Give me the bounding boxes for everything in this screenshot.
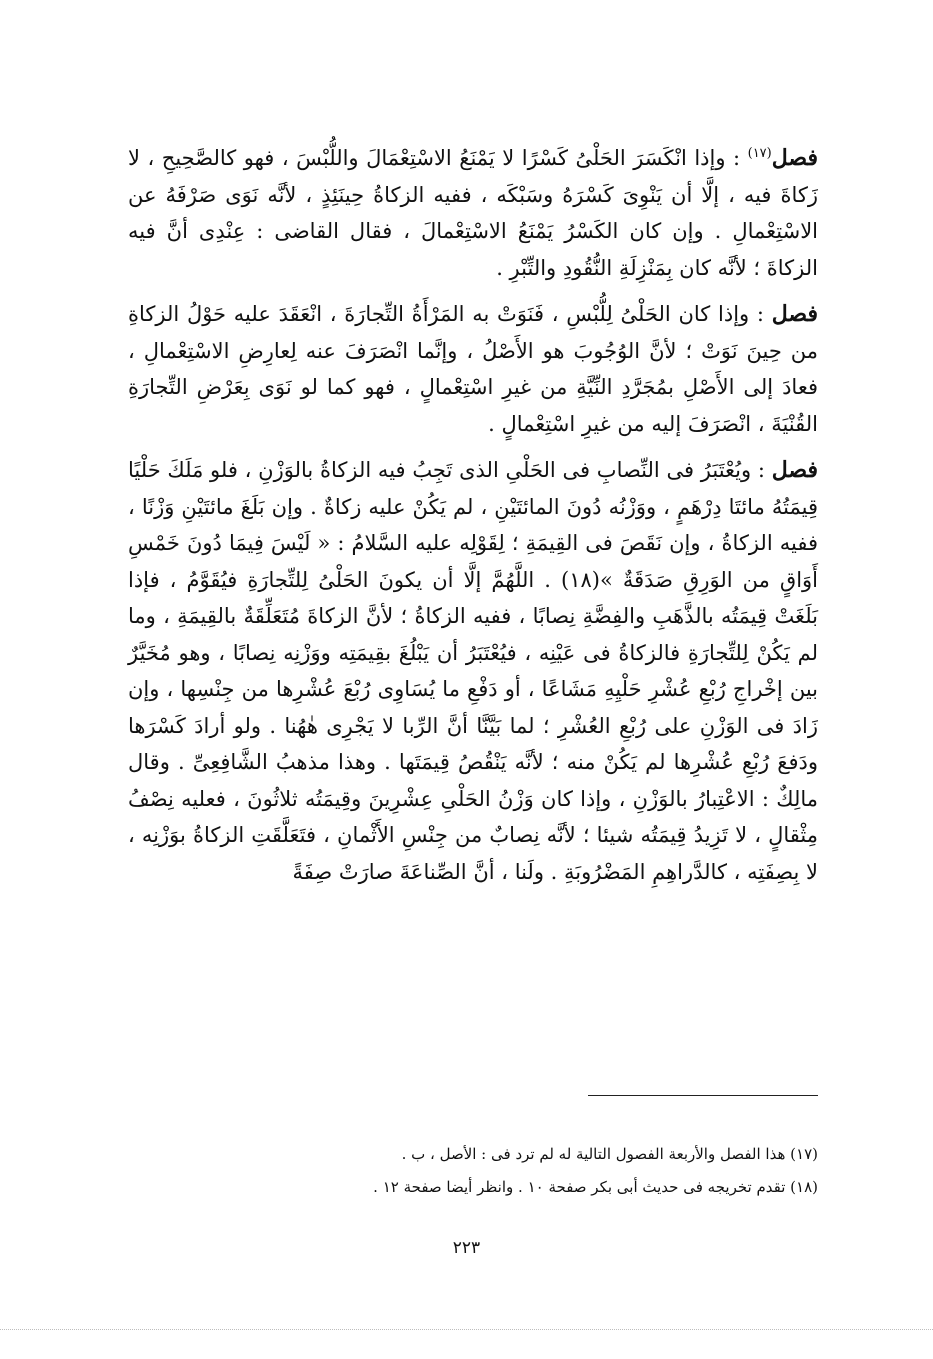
section-heading: فصل: [771, 457, 818, 483]
footnote-17: (١٧) هذا الفصل والأربعة الفصول التالية له لم ترد فى : الأصل ، ب .: [401, 1145, 818, 1163]
main-text: [128, 140, 818, 900]
section-2: [128, 296, 818, 442]
footnote-reference: (١٧): [747, 146, 772, 161]
scan-edge-line: [0, 1329, 933, 1330]
footnotes: [128, 1138, 818, 1204]
page-number: ٢٢٣: [452, 1238, 481, 1258]
footnote-18: (١٨) تقدم تخريجه فى حديث أبى بكر صفحة ١٠ . وانظر أيضا صفحة ١٢ .: [373, 1178, 818, 1196]
section-text: : ويُعْتَبَرُ فى النِّصابِ فى الحَلْىِ الذى تَجِبُ فيه الزكاةُ بالوَزْنِ ، فلو مَلَكَ حَلْيًا قِيمَتُهُ مائتَا دِرْهَمٍ ، ووَزْنُه دُونَ المائتَيْنِ ، لم يَكُنْ عليه زكاةٌ . وإن بَلَغَ مائتَيْنِ وَزْنًا ، ففيه الزكاةُ ، وإن نَقَصَ فى القِيمَةِ ؛ لِقَوْلِه عليه السَّلامُ : « لَيْسَ فِيمَا دُونَ خَمْسِ أَوَاقٍ من الوَرِقِ صَدَقَةٌ »(١٨) . اللَّهُمَّ إلَّا أن يكونَ الحَلْىُ لِلتِّجارَةِ فيُقَوَّمُ ، فإذا بَلَغَتْ قِيمَتُه بالذَّهَبِ والفِضَّةِ نِصابًا ، ففيه الزكاةُ ؛ لأنَّ الزكاةَ مُتَعَلِّقَةٌ بالقِيمَةِ ، وما لم يَكُنْ لِلتِّجارَةِ فالزكاةُ فى عَيْنِه ، فيُعْتَبَرُ أن يَبْلُغَ بقِيمَتِه ووَزْنِه نِصابًا ، وهو مُخَيَّرٌ بين إخْراجِ رُبْعِ عُشْرِ حَلْيِهِ مَشَاعًا ، أو دَفْعِ ما يُسَاوِى رُبْعَ عُشْرِها من جِنْسِها ، وإن زَادَ فى الوَزْنِ على رُبْعِ العُشْرِ ؛ لما بَيَّنَّا أنَّ الرِّبا لا يَجْرِى هٰهُنا . ولو أرادَ كَسْرَها ودَفعَ رُبْعِ عُشْرِها لم يَكُنْ منه ؛ لأنَّه يَنْقُصُ قِيمَتَها . وهذا مذهبُ الشَّافِعِىِّ . وقال مالِكٌ : الاعْتِبارُ بالوَزْنِ ، وإذا كان وَزْنُ الحَلْىِ عِشْرِينَ وقِيمَتُه ثلاثُونَ ، فعليه نِصْفُ مِثْقالٍ ، لا تَزِيدُ قِيمَتُه شيئا ؛ لأنَّه نِصابٌ من جِنْسِ الأَثْمانِ ، فتَعَلَّقَتِ الزكاةُ بوَزْنِه ، لا بِصِفَتِه ، كالدَّراهِمِ المَضْرُوبَةِ . ولَنا ، أنَّ الصِّناعَةَ صارَتْ صِفَةً: [128, 458, 819, 884]
section-3: [128, 452, 818, 890]
section-heading: فصل: [771, 301, 818, 327]
section-heading: فصل: [771, 145, 818, 171]
section-1: [128, 140, 818, 286]
section-text: : وإذا كان الحَلْىُ لِلُّبْسِ ، فَنَوَتْ به المَرْأَةُ التِّجارَةَ ، انْعَقَدَ عليه حَوْلُ الزكاةِ من حِينَ نَوَتْ ؛ لأنَّ الوُجُوبَ هو الأَصْلُ ، وإنَّما انْصَرَفَ عنه لِعارِضِ الاسْتِعْمالِ ، فعادَ إلى الأَصْلِ بمُجَرَّدِ النِّيَّةِ من غيرِ اسْتِعْمالٍ ، فهو كما لو نَوَى بِعَرْضِ التِّجارَةِ القُنْيَةَ ، انْصَرَفَ إليه من غيرِ اسْتِعْمالٍ .: [128, 302, 818, 436]
footnote-separator: [588, 1095, 818, 1096]
section-text: : وإذا انْكَسَرَ الحَلْىُ كَسْرًا لا يَمْنَعُ الاسْتِعْمَالَ واللُّبْسَ ، فهو كالصَّحِيحِ ، لا زَكاةَ فيه ، إلَّا أن يَنْوِىَ كَسْرَهُ وسَبْكَه ، ففيه الزكاةُ حِينَئِذٍ ، لأنَّه نَوَى صَرْفَهُ عن الاسْتِعْمالِ . وإن كان الكَسْرُ يَمْنَعُ الاسْتِعْمالَ ، فقال القاضى : عِنْدِى أنَّ فيه الزكاةَ ؛ لأنَّه كان بِمَنْزِلَةِ النُّقُودِ والتِّبْرِ .: [128, 146, 818, 280]
